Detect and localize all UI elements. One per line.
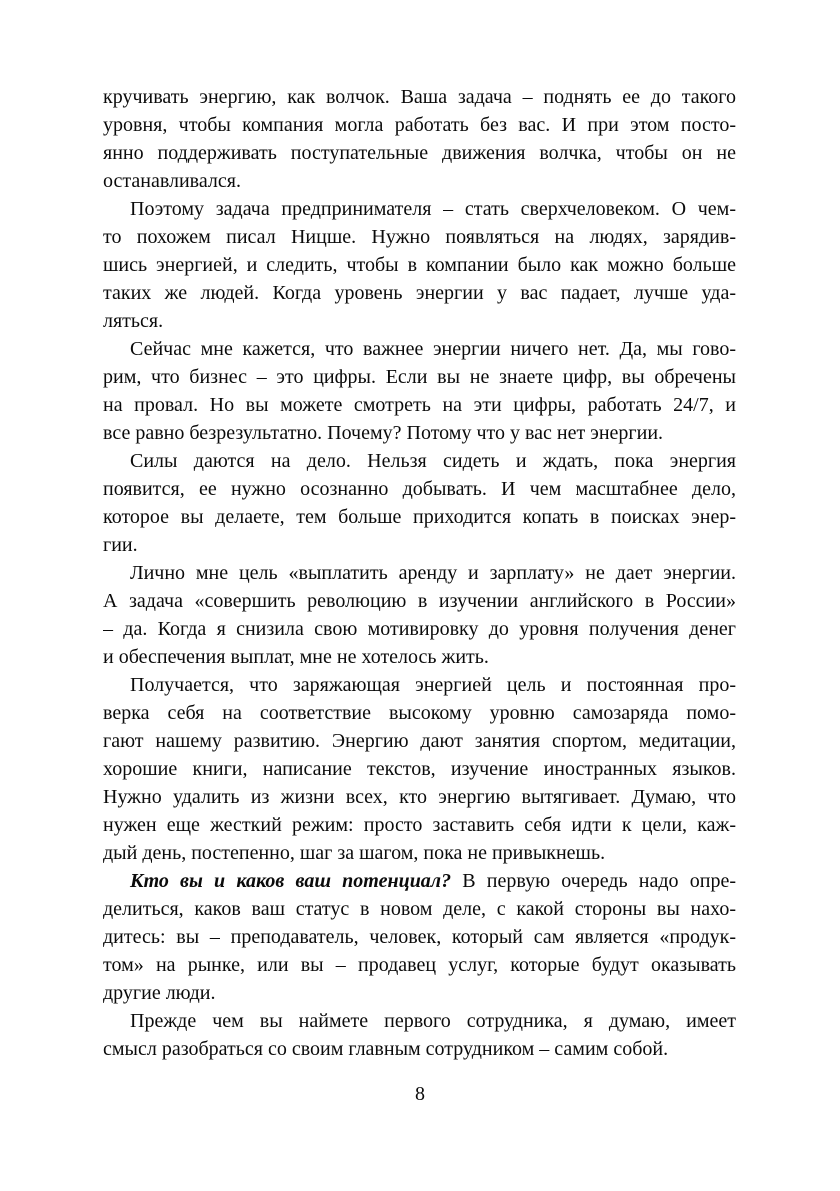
text-line: янно поддерживать поступательные движения волчка, чтобы он не [103, 142, 736, 164]
text-line: на провал. Но вы можете смотреть на эти цифры, работать 24/7, и [103, 394, 736, 416]
text-line: останавливался. [103, 170, 241, 192]
paragraph [103, 335, 736, 447]
text-line: том» на рынке, или вы – продавец услуг, которые будут оказывать [103, 954, 736, 976]
text-line: появится, ее нужно осознанно добывать. И чем масштабнее дело, [103, 478, 736, 500]
text-block [103, 83, 736, 1063]
text-line: делиться, каков ваш статус в новом деле, с какой стороны вы нахо- [103, 898, 736, 920]
text-line: дитесь: вы – преподаватель, человек, который сам является «продук- [103, 926, 736, 948]
paragraph [103, 195, 736, 335]
text-line: гают нашему развитию. Энергию дают занятия спортом, медитации, [103, 730, 736, 752]
text-line: шись энергией, и следить, чтобы в компании было как можно больше [103, 254, 736, 276]
text-line: другие люди. [103, 982, 216, 1004]
text-line: верка себя на соответствие высокому уровню самозаряда помо- [103, 702, 736, 724]
paragraph [103, 867, 736, 1007]
text-line: Лично мне цель «выплатить аренду и зарплату» не дает энергии. [130, 562, 736, 584]
text-line: то похожем писал Ницше. Нужно появляться на людях, зарядив- [103, 226, 736, 248]
text-line: и обеспечения выплат, мне не хотелось жить. [103, 646, 489, 668]
text-line: которое вы делаете, тем больше приходится копать в поисках энер- [103, 506, 736, 528]
text-line: Получается, что заряжающая энергией цель и постоянная про- [130, 674, 736, 696]
paragraph [103, 83, 736, 195]
text-line: таких же людей. Когда уровень энергии у вас падает, лучше уда- [103, 282, 736, 304]
text-line: Прежде чем вы наймете первого сотрудника, я думаю, имеет [130, 1010, 736, 1032]
text-line: А задача «совершить революцию в изучении английского в России» [103, 590, 736, 612]
text-line: Поэтому задача предпринимателя – стать сверхчеловеком. О чем- [130, 198, 736, 220]
text-line: нужен еще жесткий режим: просто заставить себя идти к цели, каж- [103, 814, 736, 836]
text-line: все равно безрезультатно. Почему? Потому что у вас нет энергии. [103, 422, 664, 444]
run-in-heading: Кто вы и каков ваш потенциал? [130, 870, 452, 892]
text-line [103, 867, 736, 895]
text-line: ляться. [103, 310, 164, 332]
text-line: дый день, постепенно, шаг за шагом, пока не привыкнешь. [103, 842, 606, 864]
text-run: В первую очередь надо опре- [451, 870, 736, 892]
paragraph [103, 1007, 736, 1063]
text-line: Сейчас мне кажется, что важнее энергии ничего нет. Да, мы гово- [130, 338, 736, 360]
text-line: кручивать энергию, как волчок. Ваша задача – поднять ее до такого [103, 86, 736, 108]
text-line: – да. Когда я снизила свою мотивировку до уровня получения денег [103, 618, 736, 640]
paragraph [103, 671, 736, 867]
text-line: гии. [103, 534, 138, 556]
page-number: 8 [415, 1083, 425, 1105]
paragraph [103, 447, 736, 559]
text-line: Нужно удалить из жизни всех, кто энергию вытягивает. Думаю, что [103, 786, 736, 808]
text-line: уровня, чтобы компания могла работать без вас. И при этом посто- [103, 114, 736, 136]
text-line: хорошие книги, написание текстов, изучение иностранных языков. [103, 758, 736, 780]
text-line: Силы даются на дело. Нельзя сидеть и ждать, пока энергия [130, 450, 736, 472]
paragraph [103, 559, 736, 671]
text-line: смысл разобраться со своим главным сотрудником – самим собой. [103, 1038, 669, 1060]
text-line: рим, что бизнес – это цифры. Если вы не знаете цифр, вы обречены [103, 366, 736, 388]
